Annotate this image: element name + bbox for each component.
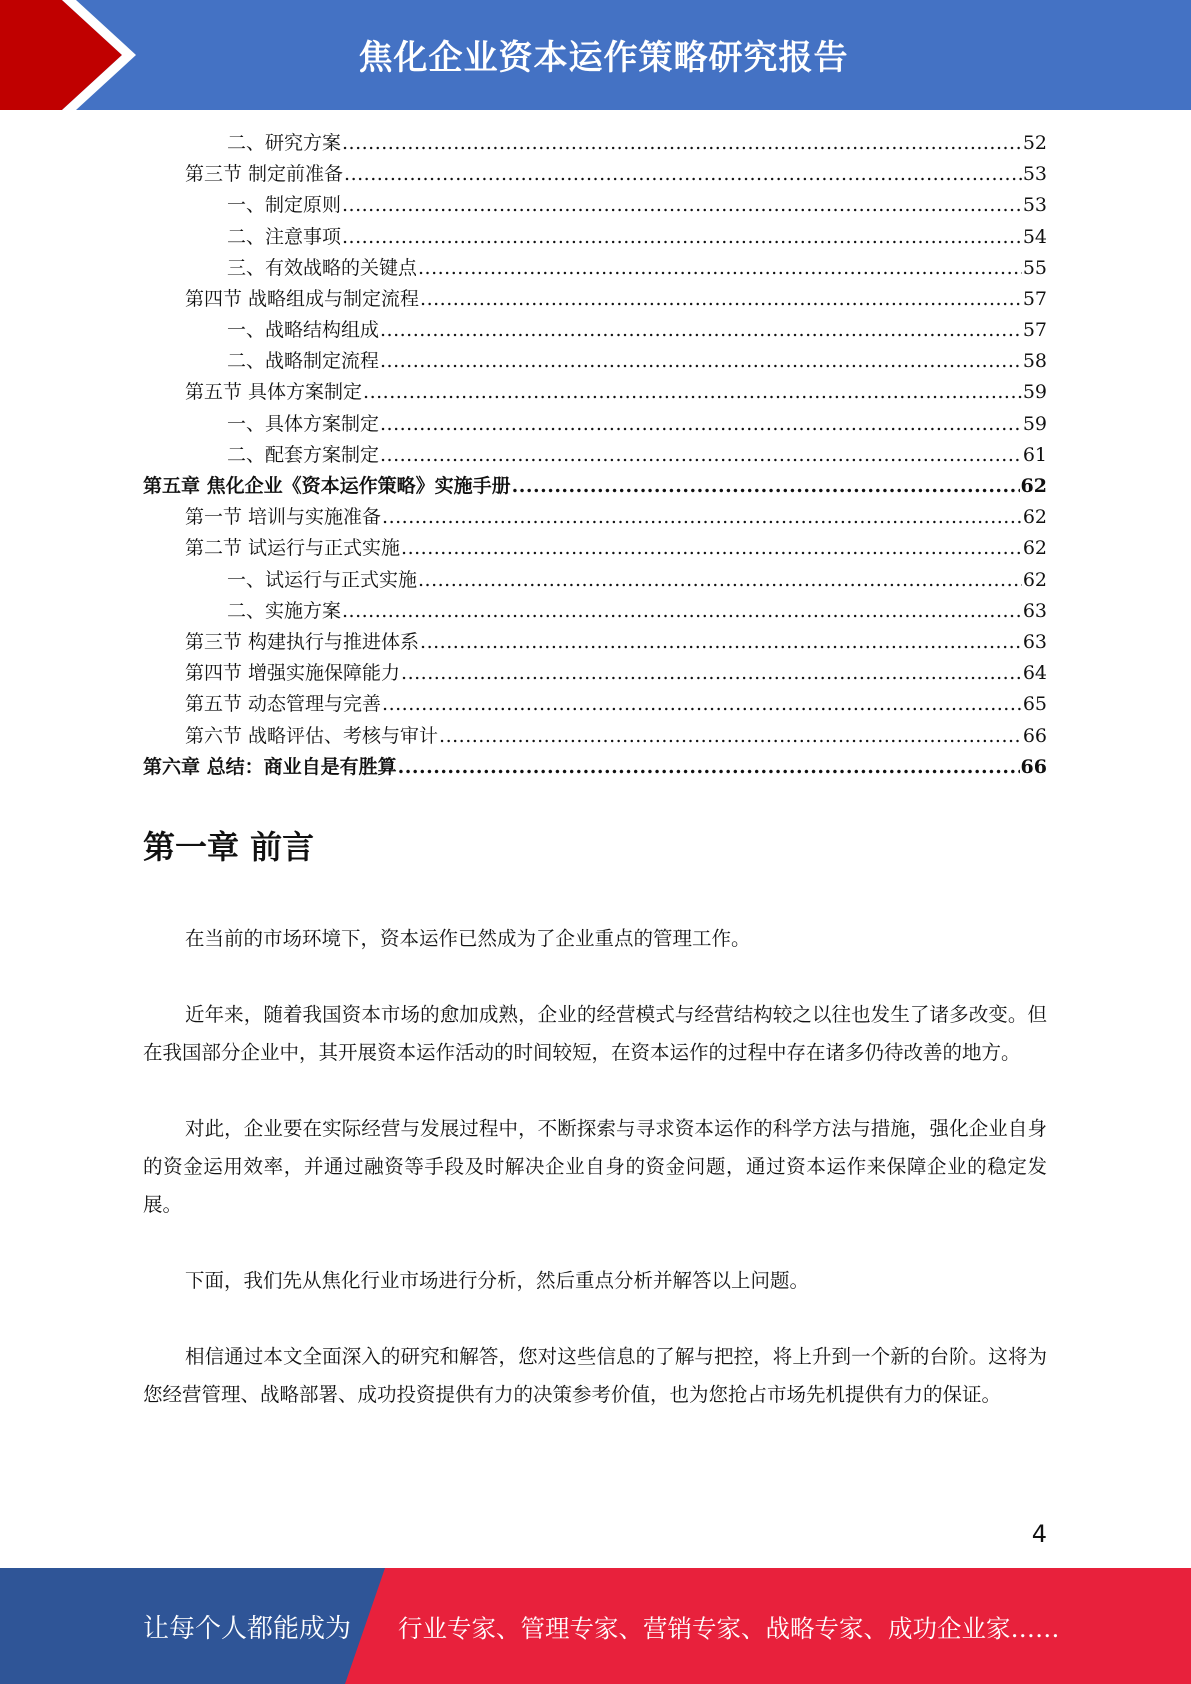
toc-entry[interactable] xyxy=(143,502,1047,533)
toc-entry-title: 第五节 具体方案制定 xyxy=(185,381,363,404)
toc-leader-dots xyxy=(380,440,1022,471)
toc-entry-title: 第六章 总结：商业自是有胜算 xyxy=(143,755,397,778)
toc-entry-title: 第四节 增强实施保障能力 xyxy=(185,662,401,685)
toc-entry[interactable] xyxy=(143,471,1047,502)
toc-leader-dots xyxy=(342,222,1022,253)
toc-entry[interactable] xyxy=(143,378,1047,409)
toc-entry[interactable] xyxy=(143,253,1047,284)
report-title: 焦化企业资本运作策略研究报告 xyxy=(358,38,849,78)
toc-leader-dots xyxy=(398,752,1020,783)
toc-entry-page: 62 xyxy=(1022,537,1047,560)
toc-entry[interactable] xyxy=(143,627,1047,658)
footer-slogan-left: 让每个人都能成为 xyxy=(143,1614,352,1644)
toc-entry-title: 第四节 战略组成与制定流程 xyxy=(185,287,420,310)
toc-entry-page: 62 xyxy=(1022,568,1047,591)
toc-leader-dots xyxy=(380,346,1022,377)
toc-leader-dots xyxy=(512,471,1020,502)
toc-entry-title: 一、具体方案制定 xyxy=(227,412,380,435)
toc-entry[interactable] xyxy=(143,315,1047,346)
page-footer xyxy=(0,1568,1191,1684)
toc-leader-dots xyxy=(380,409,1022,440)
toc-entry-title: 第六节 战略评估、考核与审计 xyxy=(185,724,439,747)
toc-entry-title: 第五节 动态管理与完善 xyxy=(185,693,382,716)
toc-leader-dots xyxy=(342,128,1022,159)
toc-entry-page: 59 xyxy=(1022,412,1047,435)
toc-entry-page: 65 xyxy=(1022,693,1047,716)
toc-entry-page: 54 xyxy=(1022,225,1047,248)
toc-entry[interactable] xyxy=(143,346,1047,377)
toc-entry-page: 62 xyxy=(1020,475,1047,498)
toc-leader-dots xyxy=(363,377,1022,408)
toc-entry-title: 第三节 制定前准备 xyxy=(185,163,344,186)
body-paragraph: 在当前的市场环境下，资本运作已然成为了企业重点的管理工作。 xyxy=(185,927,751,950)
toc-leader-dots xyxy=(382,502,1022,533)
toc-entry-page: 55 xyxy=(1022,256,1047,279)
toc-entry-page: 66 xyxy=(1022,724,1047,747)
toc-entry-title: 第五章 焦化企业《资本运作策略》实施手册 xyxy=(143,475,511,498)
toc-entry-page: 63 xyxy=(1022,599,1047,622)
body-paragraph: 对此，企业要在实际经营与发展过程中，不断探索与寻求资本运作的科学方法与措施，强化企业自身的资金运用效率，并通过融资等手段及时解决企业自身的资金问题，通过资本运作来保障企业的稳定发展。 xyxy=(143,1117,1047,1216)
footer-slogan-right: 行业专家、管理专家、营销专家、战略专家、成功企业家…… xyxy=(398,1614,1060,1643)
toc-entry-title: 二、战略制定流程 xyxy=(227,350,380,373)
body-paragraph: 下面，我们先从焦化行业市场进行分析，然后重点分析并解答以上问题。 xyxy=(185,1269,810,1292)
toc-entry-title: 二、注意事项 xyxy=(227,225,342,248)
toc-entry-title: 第二节 试运行与正式实施 xyxy=(185,537,401,560)
toc-entry-page: 53 xyxy=(1022,163,1047,186)
toc-entry-page: 57 xyxy=(1022,287,1047,310)
page-header xyxy=(0,0,1191,110)
body-paragraph: 近年来，随着我国资本市场的愈加成熟，企业的经营模式与经营结构较之以往也发生了诸多改变。但在我国部分企业中，其开展资本运作活动的时间较短，在资本运作的过程中存在诸多仍待改善的地方。 xyxy=(143,1003,1047,1064)
toc-leader-dots xyxy=(380,315,1022,346)
toc-entry-page: 63 xyxy=(1022,630,1047,653)
toc-entry[interactable] xyxy=(143,159,1047,190)
toc-entry[interactable] xyxy=(143,596,1047,627)
body-paragraph: 相信通过本文全面深入的研究和解答，您对这些信息的了解与把控，将上升到一个新的台阶。这将为您经营管理、战略部署、成功投资提供有力的决策参考价值，也为您抢占市场先机提供有力的保证。 xyxy=(143,1345,1047,1406)
toc-entry[interactable] xyxy=(143,752,1047,783)
toc-entry-page: 66 xyxy=(1020,755,1047,778)
toc-entry[interactable] xyxy=(143,440,1047,471)
toc-entry[interactable] xyxy=(143,128,1047,159)
chapter-body xyxy=(143,920,1047,1414)
toc-entry-page: 62 xyxy=(1022,506,1047,529)
table-of-contents xyxy=(143,128,1047,783)
toc-entry-title: 二、配套方案制定 xyxy=(227,443,380,466)
toc-leader-dots xyxy=(418,565,1022,596)
toc-leader-dots xyxy=(382,689,1022,720)
toc-entry-page: 53 xyxy=(1022,194,1047,217)
toc-leader-dots xyxy=(418,253,1022,284)
toc-entry-page: 58 xyxy=(1022,350,1047,373)
toc-entry[interactable] xyxy=(143,284,1047,315)
toc-leader-dots xyxy=(420,627,1022,658)
toc-leader-dots xyxy=(342,190,1022,221)
toc-leader-dots xyxy=(342,596,1022,627)
toc-leader-dots xyxy=(401,533,1022,564)
toc-leader-dots xyxy=(420,284,1022,315)
toc-entry-page: 52 xyxy=(1022,131,1047,154)
toc-entry-title: 三、有效战略的关键点 xyxy=(227,256,418,279)
toc-entry-page: 59 xyxy=(1022,381,1047,404)
toc-entry-title: 一、制定原则 xyxy=(227,194,342,217)
page-number: 4 xyxy=(1031,1520,1047,1548)
toc-entry-title: 第三节 构建执行与推进体系 xyxy=(185,630,420,653)
toc-entry-title: 二、实施方案 xyxy=(227,599,342,622)
toc-entry[interactable] xyxy=(143,689,1047,720)
toc-entry-page: 64 xyxy=(1022,662,1047,685)
toc-leader-dots xyxy=(401,658,1022,689)
chapter-heading: 第一章 前言 xyxy=(143,828,315,866)
toc-leader-dots xyxy=(439,721,1022,752)
toc-entry[interactable] xyxy=(143,658,1047,689)
toc-entry-title: 二、研究方案 xyxy=(227,131,342,154)
toc-leader-dots xyxy=(344,159,1022,190)
toc-entry[interactable] xyxy=(143,533,1047,564)
toc-entry[interactable] xyxy=(143,222,1047,253)
toc-entry-title: 第一节 培训与实施准备 xyxy=(185,506,382,529)
toc-entry-title: 一、战略结构组成 xyxy=(227,319,380,342)
toc-entry-title: 一、试运行与正式实施 xyxy=(227,568,418,591)
toc-entry-page: 57 xyxy=(1022,319,1047,342)
toc-entry[interactable] xyxy=(143,409,1047,440)
toc-entry-page: 61 xyxy=(1022,443,1047,466)
toc-entry[interactable] xyxy=(143,565,1047,596)
toc-entry[interactable] xyxy=(143,190,1047,221)
toc-entry[interactable] xyxy=(143,721,1047,752)
